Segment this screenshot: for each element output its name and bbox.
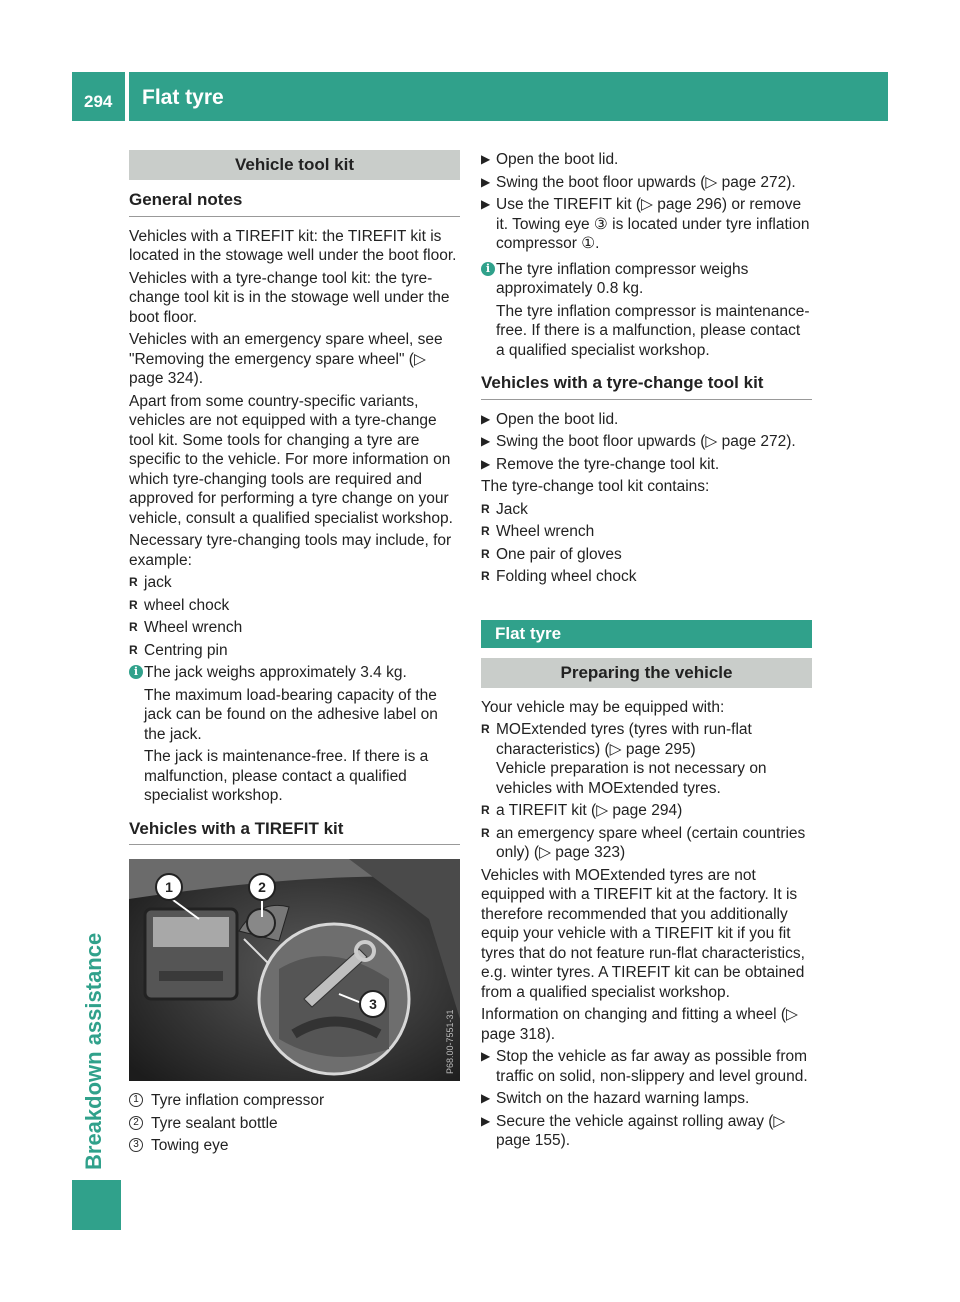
info-note: i The tyre inflation compressor weighs approximately 0.8 kg. The tyre inflation compressor is maintenance-free. If there is a malfunction, please contact a qualified specialist workshop.	[481, 260, 812, 361]
paragraph: Information on changing and fitting a wheel (▷ page 318).	[481, 1006, 798, 1043]
bullet-icon: R	[129, 620, 138, 634]
step-arrow-icon: ▶	[481, 197, 491, 211]
paragraph: Vehicles with a TIREFIT kit: the TIREFIT kit is located in the stowage well under the boot floor.	[129, 227, 457, 264]
callout-2	[249, 874, 275, 900]
step-item: ▶ Swing the boot floor upwards (▷ page 272).	[481, 173, 796, 191]
list-item: R Centring pin	[129, 641, 228, 659]
list-item: R wheel chock	[129, 596, 230, 614]
tirefit-kit-photo	[129, 859, 460, 1081]
step-arrow-icon: ▶	[481, 1091, 491, 1105]
bullet-icon: R	[129, 575, 138, 589]
list-item: R an emergency spare wheel (certain countries only) (▷ page 323)	[481, 824, 806, 861]
page-number: 294	[84, 92, 113, 111]
bullet-icon: R	[481, 825, 490, 840]
callout-3	[360, 991, 386, 1017]
bullet-icon: R	[129, 597, 138, 612]
paragraph: Vehicles with an emergency spare wheel, see "Removing the emergency spare wheel" (▷ page 324).	[129, 331, 443, 387]
callout-1	[156, 874, 182, 900]
side-tab-block	[72, 1180, 121, 1230]
info-icon: i	[129, 665, 143, 679]
step-arrow-icon: ▶	[481, 1049, 491, 1063]
bullet-icon: R	[129, 642, 138, 657]
list-item: R MOExtended tyres (tyres with run-flat characteristics) (▷ page 295) Vehicle preparation is not necessary on vehicles with MOExtended tyres.	[481, 721, 767, 797]
list-item: R jack	[129, 574, 172, 591]
bullet-icon: R	[481, 722, 490, 736]
header-divider	[125, 72, 129, 121]
svg-text:2: 2	[258, 879, 266, 895]
list-item: R One pair of gloves	[481, 545, 622, 563]
bullet-icon: R	[481, 501, 490, 516]
step-item: ▶ Remove the tyre-change tool kit.	[481, 455, 720, 473]
step-item: ▶ Use the TIREFIT kit (▷ page 296) or remove it. Towing eye ③ is located under tyre inflation compressor ①.	[481, 196, 810, 252]
step-arrow-icon: ▶	[481, 1113, 491, 1128]
step-item: ▶ Stop the vehicle as far away as possible from traffic on solid, non-slippery and level ground.	[481, 1048, 808, 1085]
paragraph: Your vehicle may be equipped with:	[481, 698, 725, 716]
page-title: Flat tyre	[142, 86, 224, 109]
list-item: R a TIREFIT kit (▷ page 294)	[481, 802, 683, 819]
info-note: i The jack weighs approximately 3.4 kg. The maximum load-bearing capacity of the jack can be found on the adhesive label on the jack. The jack is maintenance-free. If there is a malfunction, please contact a qualified specialist workshop.	[129, 663, 460, 806]
step-arrow-icon: ▶	[481, 152, 491, 166]
paragraph: Necessary tyre-changing tools may include, for example:	[129, 532, 452, 569]
svg-text:1: 1	[165, 879, 173, 895]
legend-item: 1 Tyre inflation compressor	[129, 1091, 460, 1111]
left-column	[129, 150, 460, 1159]
section-title-preparing-vehicle: Preparing the vehicle	[481, 658, 812, 688]
side-tab-label: Breakdown assistance	[81, 932, 106, 1170]
list-item: R Jack	[481, 500, 528, 518]
step-arrow-icon: ▶	[481, 434, 491, 448]
right-column	[481, 150, 812, 1154]
heading-tirefit-kit: Vehicles with a TIREFIT kit	[129, 819, 460, 846]
list-item: R Wheel wrench	[481, 523, 595, 540]
info-icon: i	[481, 262, 495, 276]
list-item: R Folding wheel chock	[481, 568, 637, 585]
section-title-flat-tyre: Flat tyre	[481, 620, 812, 648]
step-arrow-icon: ▶	[481, 174, 491, 189]
step-item: ▶ Swing the boot floor upwards (▷ page 272).	[481, 433, 796, 450]
legend-item: 3 Towing eye	[129, 1136, 460, 1156]
paragraph: Apart from some country-specific variants, vehicles are not equipped with a tyre-change tool kit. Some tools for changing a tyre are specific to the vehicle. For more information on which tyre-changing tools are required and approved for performing a tyre change on your vehicle, consult a qualified specialist workshop.	[129, 392, 453, 527]
paragraph: Vehicles with a tyre-change tool kit: the tyre-change tool kit is in the stowage well under the boot floor.	[129, 269, 450, 326]
bullet-icon: R	[481, 803, 490, 817]
paragraph: The tyre-change tool kit contains:	[481, 478, 710, 495]
step-arrow-icon: ▶	[481, 411, 491, 426]
bullet-icon: R	[481, 569, 490, 583]
list-item: R Wheel wrench	[129, 619, 243, 636]
section-title-vehicle-tool-kit: Vehicle tool kit	[129, 150, 460, 180]
step-item: ▶ Open the boot lid.	[481, 151, 619, 168]
step-item: ▶ Secure the vehicle against rolling away (▷ page 155).	[481, 1112, 786, 1149]
bullet-icon: R	[481, 546, 490, 561]
heading-tyre-change-kit: Vehicles with a tyre-change tool kit	[481, 373, 812, 400]
heading-general-notes: General notes	[129, 190, 460, 217]
step-item: ▶ Switch on the hazard warning lamps.	[481, 1090, 750, 1107]
step-item: ▶ Open the boot lid.	[481, 410, 619, 428]
figure-code: P68.00-7551-31	[445, 1009, 455, 1074]
paragraph: Vehicles with MOExtended tyres are not equipped with a TIREFIT kit at the factory. It is therefore recommended that you additionally equip your vehicle with a TIREFIT kit if you fit tyres that do not feature run-flat characteristics, e.g. winter tyres. A TIREFIT kit can be obtained from a qualified specialist workshop.	[481, 866, 805, 1001]
boot-well-illustration	[129, 859, 460, 1081]
step-arrow-icon: ▶	[481, 456, 491, 471]
bullet-icon: R	[481, 524, 490, 538]
svg-text:3: 3	[369, 996, 377, 1012]
legend-item: 2 Tyre sealant bottle	[129, 1114, 460, 1134]
